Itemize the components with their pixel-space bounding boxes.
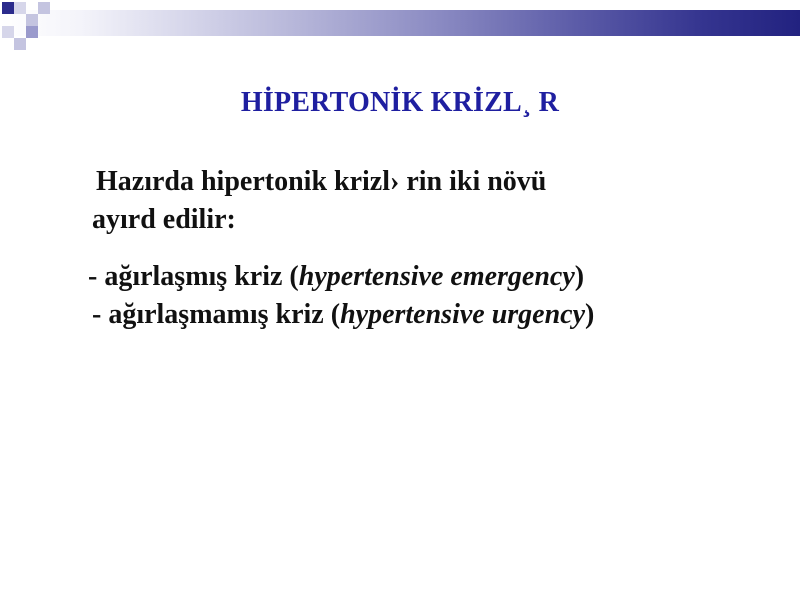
list-item-suffix: ): [585, 299, 595, 330]
list-item-prefix: - ağırlaşmamış kriz (: [92, 299, 341, 330]
decor-square: [26, 14, 38, 26]
header-gradient-band: [0, 10, 800, 36]
intro-line-2: ayırd edilir:: [92, 204, 236, 235]
slide-title: HİPERTONİK KRİZL¸ R: [240, 87, 560, 118]
decor-square: [2, 26, 14, 38]
list-item: [92, 296, 752, 334]
intro-line-1: Hazırda hipertonik krizl› rin iki növü: [96, 166, 547, 197]
decor-square: [2, 2, 14, 14]
list-item-term: hypertensive emergency: [298, 261, 575, 292]
decor-square: [38, 2, 50, 14]
decor-square: [14, 38, 26, 50]
intro-paragraph: [92, 163, 752, 239]
list-item-suffix: ): [574, 261, 585, 292]
list-item-prefix: - ağırlaşmış kriz (: [88, 261, 299, 292]
decor-square: [26, 26, 38, 38]
list-item-term: hypertensive urgency: [340, 299, 586, 330]
slide-body: [88, 163, 752, 334]
list-item: [88, 258, 752, 296]
decor-square: [14, 2, 26, 14]
